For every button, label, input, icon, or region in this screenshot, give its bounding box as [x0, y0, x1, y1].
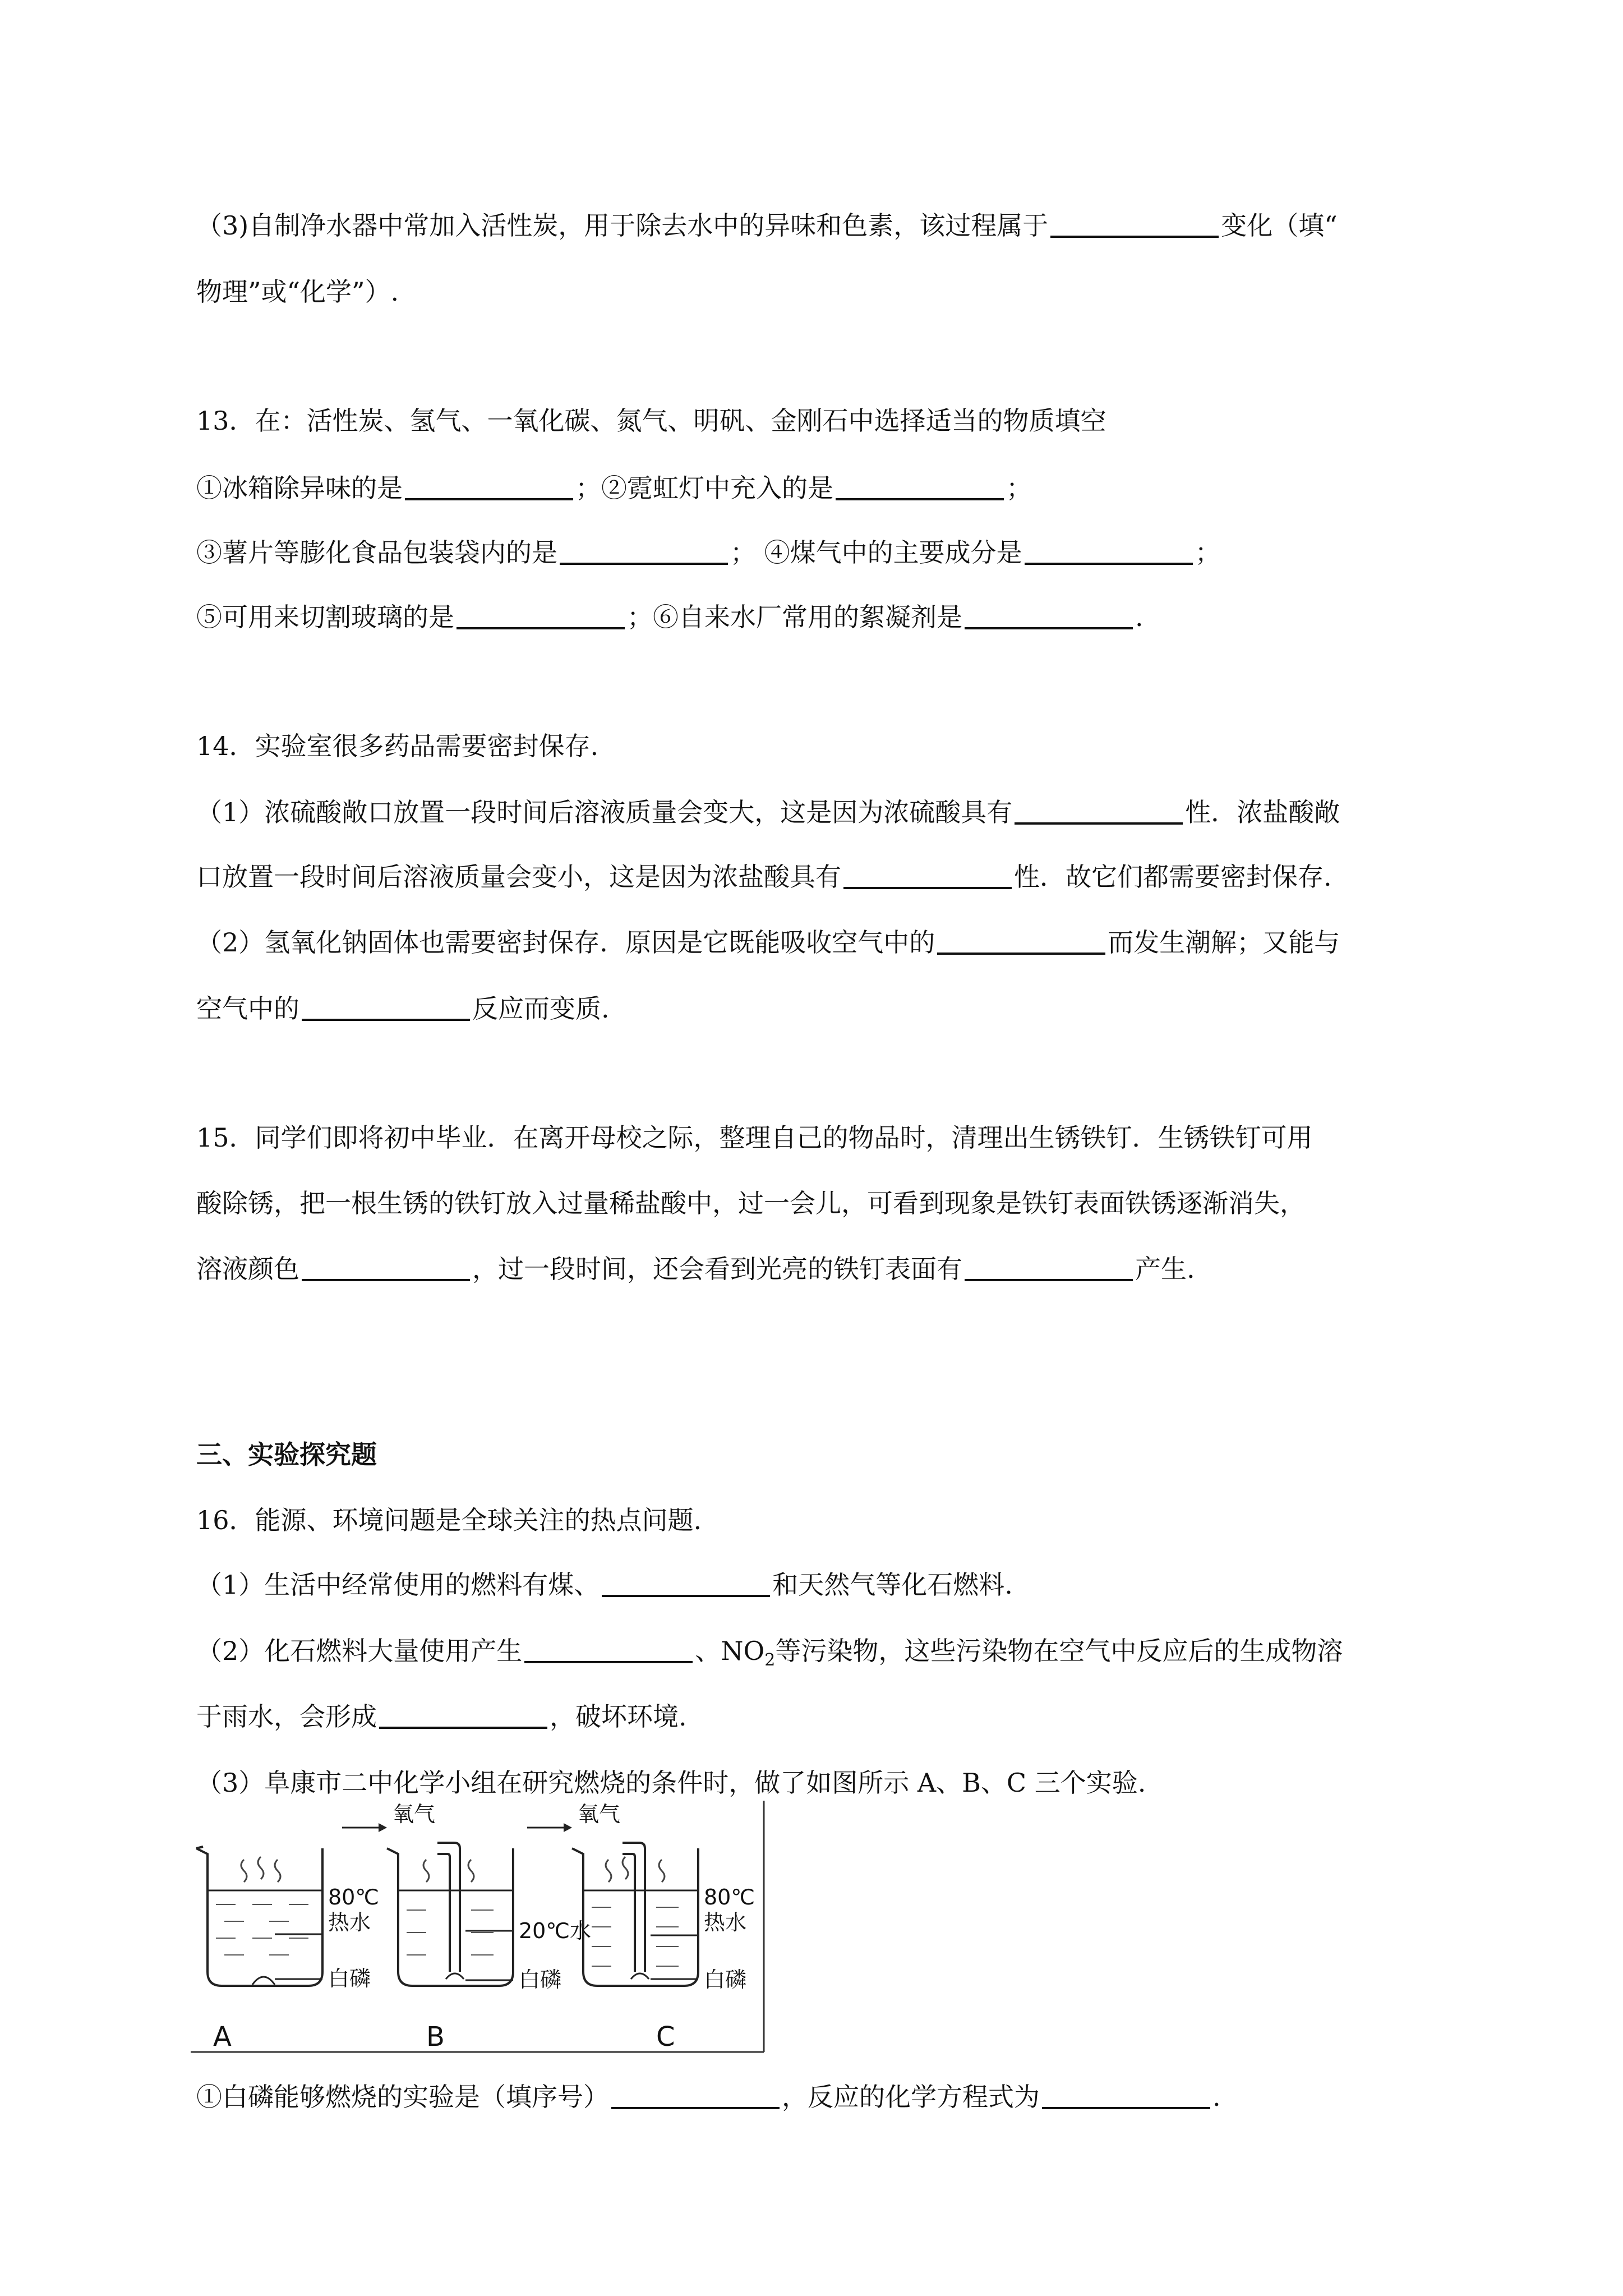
q13-line2 — [196, 536, 1221, 569]
q13-line1 — [196, 471, 1032, 505]
q14-stem — [196, 729, 598, 763]
q13-item5: ⑤可用来切割玻璃的是 — [196, 602, 454, 632]
q13-item2: ；②霓虹灯中充入的是 — [575, 473, 833, 503]
q13-stem — [196, 404, 1106, 438]
q13-line3 — [196, 600, 1144, 634]
q15-line2 — [196, 1186, 1306, 1220]
q12-3-text-c: 物理”或“化学”）. — [196, 277, 399, 307]
q16-q1-c: . — [1212, 2082, 1221, 2112]
q15-text-3b: ，过一段时间，还会看到光亮的铁钉表面有 — [472, 1254, 962, 1284]
beaker-a-temp: 80℃ — [328, 1885, 380, 1910]
q14-p2-line2 — [196, 992, 610, 1025]
q14-stem-text: 14．实验室很多药品需要密封保存. — [196, 731, 599, 761]
q16-p2-c: 等污染物，这些污染物在空气中反应后的生成物溶 — [775, 1636, 1343, 1666]
answer-blank[interactable] — [1050, 210, 1219, 238]
q14-p2-b: 而发生潮解；又能与 — [1108, 927, 1340, 958]
q12-3-line2 — [196, 275, 399, 309]
section-title — [196, 1438, 377, 1471]
q16-p3-text: （3）阜康市二中化学小组在研究燃烧的条件时，做了如图所示 A、B、C 三个实验. — [196, 1768, 1146, 1798]
beaker-c-water: 热水 — [704, 1910, 747, 1935]
q15-text-3c: 产生. — [1135, 1254, 1195, 1284]
q13-item2-end: ； — [1006, 473, 1032, 503]
answer-blank[interactable] — [302, 993, 470, 1021]
q14-p1-c: 口放置一段时间后溶液质量会变小，这是因为浓盐酸具有 — [196, 862, 841, 892]
beaker-c — [527, 1823, 698, 1986]
q14-p2-c: 空气中的 — [196, 993, 299, 1024]
q12-3-text-a: （3)自制净水器中常加入活性炭，用于除去水中的异味和色素，该过程属于 — [196, 210, 1049, 241]
combustion-experiment-figure — [191, 1801, 768, 2059]
q15-text-1: 15．同学们即将初中毕业．在离开母校之际，整理自己的物品时，清理出生锈铁钉．生锈铁钉可用 — [196, 1122, 1313, 1153]
q15-line3 — [196, 1252, 1195, 1286]
q16-p2-a: （2）化石燃料大量使用产生 — [196, 1636, 523, 1666]
beaker-a — [196, 1847, 322, 1986]
oxygen-label-b: 氧气 — [393, 1802, 436, 1826]
q14-p1-line2 — [196, 860, 1332, 894]
q14-p1-a: （1）浓硫酸敞口放置一段时间后溶液质量会变大，这是因为浓硫酸具有 — [196, 797, 1013, 827]
answer-blank[interactable] — [560, 537, 728, 565]
section-title-text: 三、实验探究题 — [196, 1439, 377, 1470]
q14-p2-d: 反应而变质. — [472, 993, 610, 1024]
answer-blank[interactable] — [1025, 537, 1193, 565]
q14-p2-a: （2）氢氧化钠固体也需要密封保存．原因是它既能吸收空气中的 — [196, 927, 935, 958]
q13-item6: ；⑥自来水厂常用的絮凝剂是 — [627, 602, 962, 632]
q13-item4-end: ； — [1195, 537, 1221, 568]
oxygen-label-c: 氧气 — [578, 1802, 621, 1826]
answer-blank[interactable] — [405, 472, 573, 500]
beaker-a-water: 热水 — [328, 1910, 371, 1935]
q16-stem — [196, 1503, 702, 1537]
q14-p1-line1 — [196, 795, 1340, 829]
q16-p1 — [196, 1568, 1013, 1602]
answer-blank[interactable] — [524, 1635, 693, 1663]
q14-p2-line1 — [196, 926, 1340, 959]
q13-item4: ； ④煤气中的主要成分是 — [730, 537, 1022, 568]
beaker-c-label: C — [656, 2021, 675, 2053]
q16-question-1 — [196, 2080, 1221, 2114]
q16-p2-line2 — [196, 1700, 687, 1733]
answer-blank[interactable] — [836, 472, 1004, 500]
beaker-a-label: A — [213, 2021, 232, 2053]
beaker-a-phosphorus: 白磷 — [328, 1966, 371, 1991]
q16-q1-b: ，反应的化学方程式为 — [782, 2082, 1040, 2112]
q14-p1-b: 性．浓盐酸敞 — [1185, 797, 1340, 827]
beaker-c-temp: 80℃ — [704, 1885, 755, 1910]
q15-line1 — [196, 1121, 1313, 1154]
answer-blank[interactable] — [1042, 2081, 1210, 2109]
q14-p1-d: 性．故它们都需要密封保存. — [1014, 862, 1332, 892]
q15-text-2: 酸除锈，把一根生锈的铁钉放入过量稀盐酸中，过一会儿，可看到现象是铁钉表面铁锈逐渐消失， — [196, 1188, 1306, 1218]
q13-item1: ①冰箱除异味的是 — [196, 473, 403, 503]
q13-item3: ③薯片等膨化食品包装袋内的是 — [196, 537, 557, 568]
beaker-b-label: B — [426, 2021, 445, 2053]
answer-blank[interactable] — [1015, 797, 1183, 825]
answer-blank[interactable] — [965, 1253, 1133, 1281]
answer-blank[interactable] — [965, 601, 1133, 629]
q16-p2-d: 于雨水，会形成 — [196, 1701, 377, 1732]
answer-blank[interactable] — [937, 927, 1105, 955]
q12-3-line1 — [196, 209, 1338, 242]
no2-subscript: 2 — [764, 1650, 776, 1671]
answer-blank[interactable] — [457, 601, 625, 629]
beaker-b-phosphorus: 白磷 — [519, 1967, 562, 1992]
answer-blank[interactable] — [379, 1701, 547, 1729]
q16-q1-a: ①白磷能够燃烧的实验是（填序号） — [196, 2082, 609, 2112]
q13-item6-end: . — [1135, 602, 1144, 632]
beaker-b-water: 20℃水 — [519, 1918, 592, 1943]
q16-p1-b: 和天然气等化石燃料. — [772, 1570, 1013, 1600]
answer-blank[interactable] — [843, 861, 1012, 889]
beaker-c-phosphorus: 白磷 — [704, 1967, 747, 1992]
q16-p2-b: 、NO — [695, 1636, 765, 1666]
q16-p2-e: ，破坏环境. — [550, 1701, 687, 1732]
answer-blank[interactable] — [302, 1253, 470, 1281]
q16-p3 — [196, 1766, 1146, 1800]
beakers-illustration — [191, 1801, 768, 2059]
q16-p1-a: （1）生活中经常使用的燃料有煤、 — [196, 1570, 600, 1600]
q12-3-text-b: 变化（填“ — [1221, 210, 1338, 241]
q16-p2-line1 — [196, 1634, 1343, 1671]
q15-text-3a: 溶液颜色 — [196, 1254, 299, 1284]
q13-stem-text: 13．在：活性炭、氢气、一氧化碳、氮气、明矾、金刚石中选择适当的物质填空 — [196, 406, 1106, 436]
q16-stem-text: 16．能源、环境问题是全球关注的热点问题. — [196, 1505, 702, 1535]
answer-blank[interactable] — [602, 1569, 770, 1597]
answer-blank[interactable] — [611, 2081, 780, 2109]
